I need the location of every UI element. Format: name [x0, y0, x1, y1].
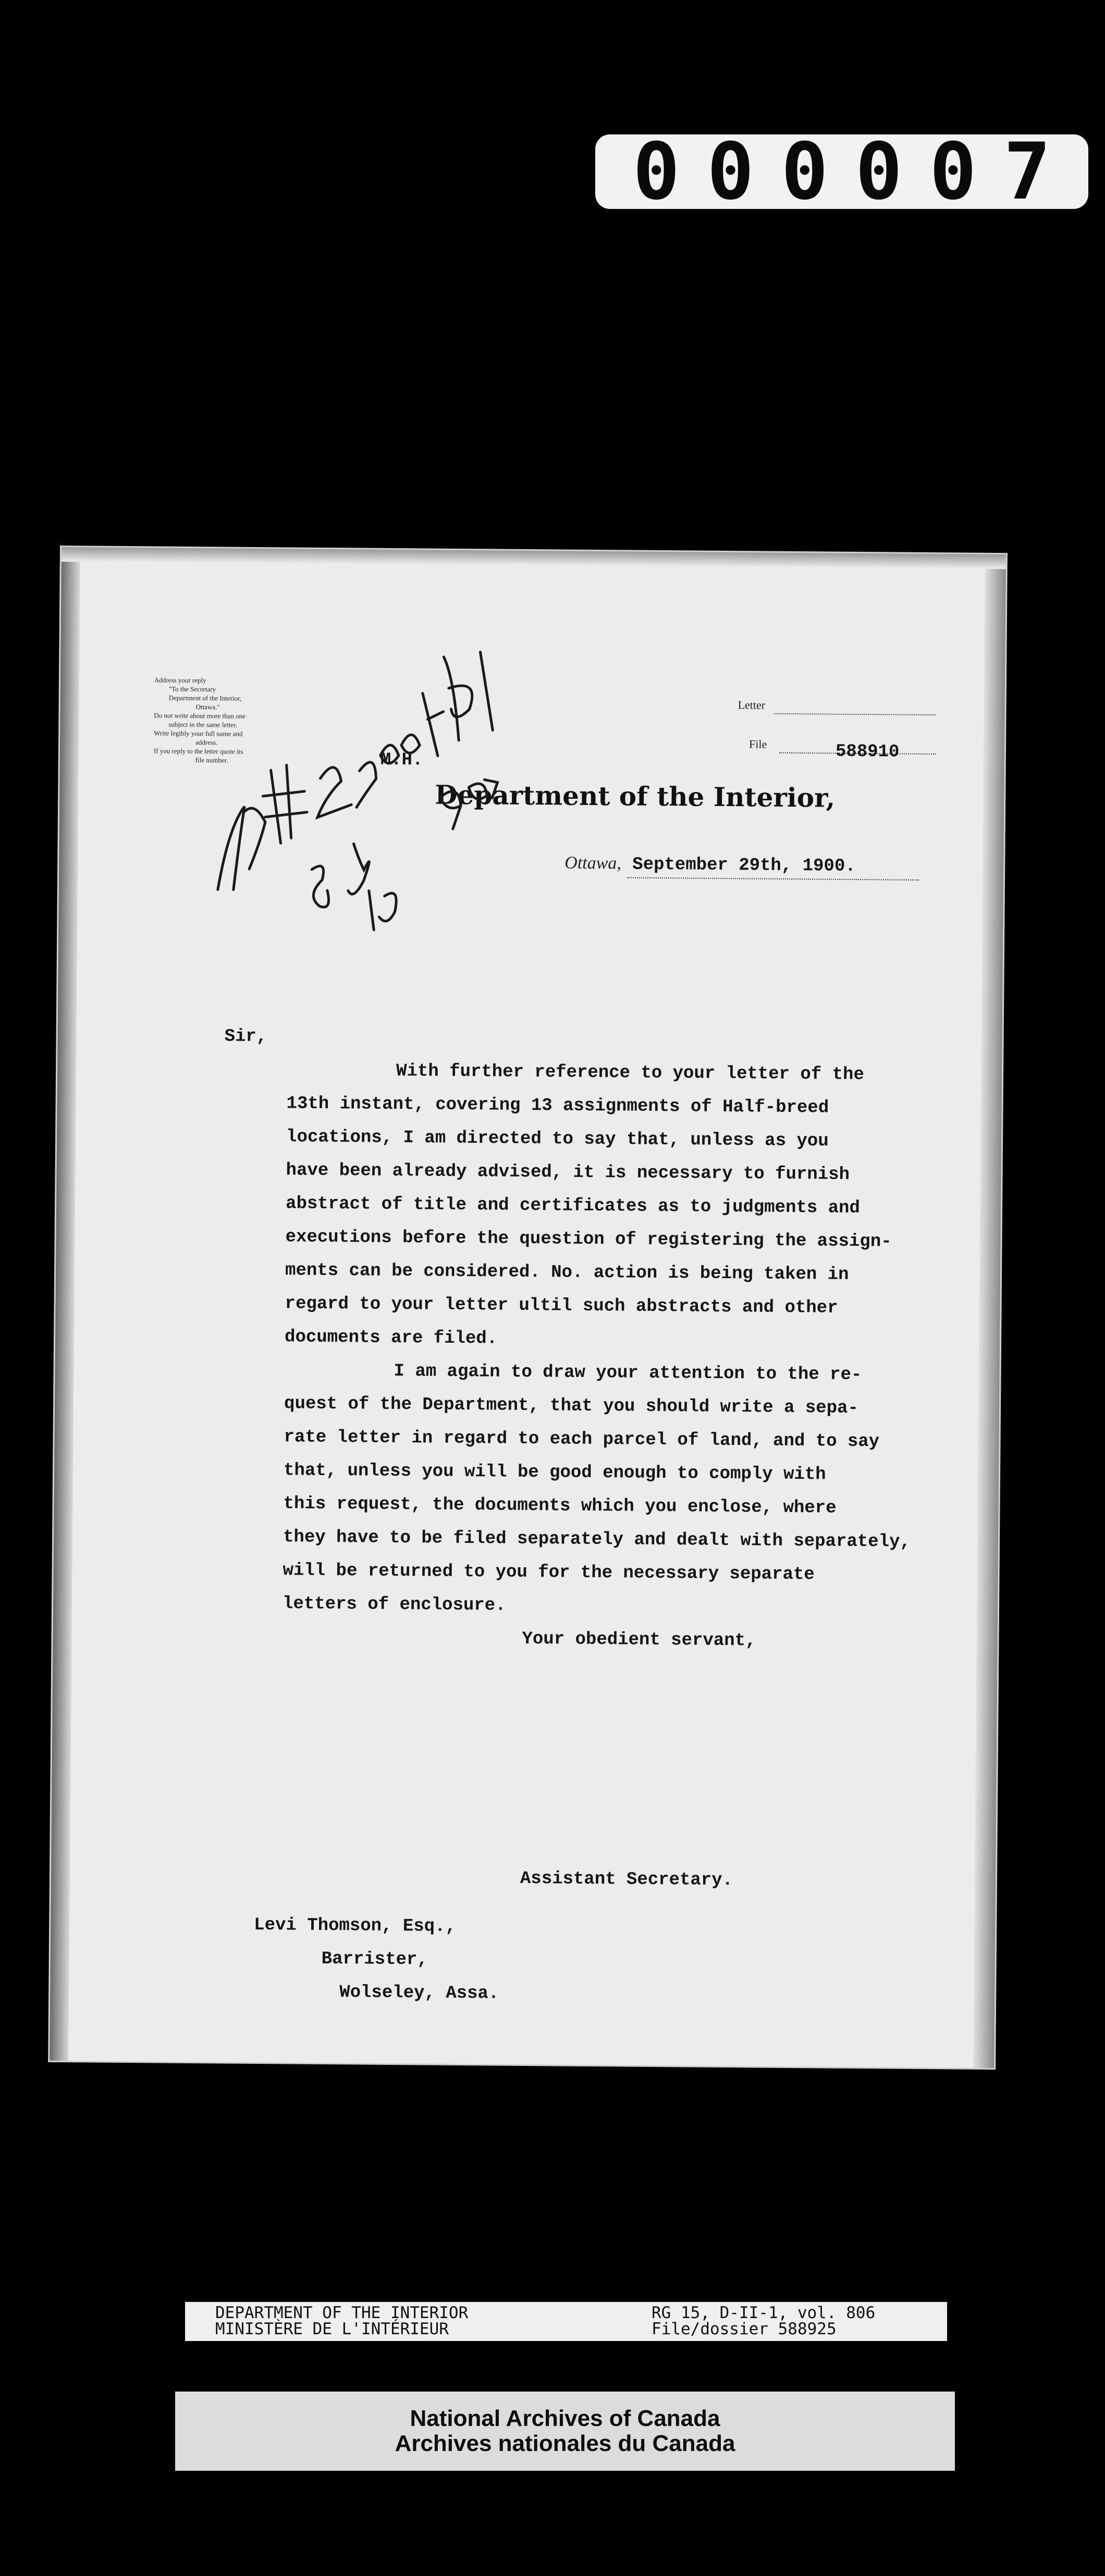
paragraph-1: With further reference to your letter of the 13th instant, covering 13 assignments of Half-breed locations, I am directed to say that, unless as you have been already advised, it is necessary to furnish abstract of title and certificates as to judgments and executions before the question of registering the assign- ments can be considered. No. action is being taken in regard to your letter ultil such abstracts and other documents are filed. [284, 1061, 892, 1349]
sheet-top-edge [62, 547, 1006, 569]
paragraph-2: I am again to draw your attention to the re- quest of the Department, that you should write a sepa- rate letter in regard to each parcel of land, and to say that, unless you will be good enough to comply with this request, the documents which you enclose, where they have to be filed separately and dealt with separately, will be returned to you for the necessary separate letters of enclosure. [282, 1361, 911, 1616]
closing: Your obedient servant, [522, 1629, 756, 1651]
letter-dotline [775, 713, 936, 715]
archive-reference-strip [185, 2302, 947, 2341]
archive-name-strip [175, 2392, 955, 2471]
file-number: 588910 [835, 741, 900, 762]
letter-body [224, 1020, 986, 1659]
signature-title: Assistant Secretary. [520, 1868, 733, 1891]
archive-name-fr: Archives nationales du Canada [395, 2431, 735, 2456]
salutation: Sir, [224, 1026, 267, 1047]
letter-label: Letter [738, 698, 766, 712]
initials: M.H. [380, 750, 423, 771]
place: Ottawa, [564, 853, 622, 873]
sheet-left-edge [50, 547, 80, 2061]
file-reference: RG 15, D-II-1, vol. 806 File/dossier 588925 [652, 2303, 876, 2338]
archive-name-en: National Archives of Canada [410, 2406, 720, 2431]
department-letterhead: Department of the Interior, [435, 779, 836, 813]
department-label: DEPARTMENT OF THE INTERIOR MINISTÈRE DE L'INTÉRIEUR [215, 2303, 469, 2338]
letter-sheet [50, 547, 1006, 2068]
recipient-address: Levi Thomson, Esq., Barrister, Wolseley, Assa. [254, 1915, 499, 2004]
date-dotline [627, 877, 919, 881]
frame-counter: 000007 [595, 134, 1088, 209]
file-label: File [748, 737, 767, 751]
date: September 29th, 1900. [632, 854, 856, 876]
handwritten-annotation [207, 598, 501, 933]
reply-instructions: Address your reply "To the Secretary Department of the Interior, Ottawa." Do not write about more than one subject in the same letter. Write legibly your full name and address. If you reply to the letter quote its file number. [153, 676, 245, 764]
